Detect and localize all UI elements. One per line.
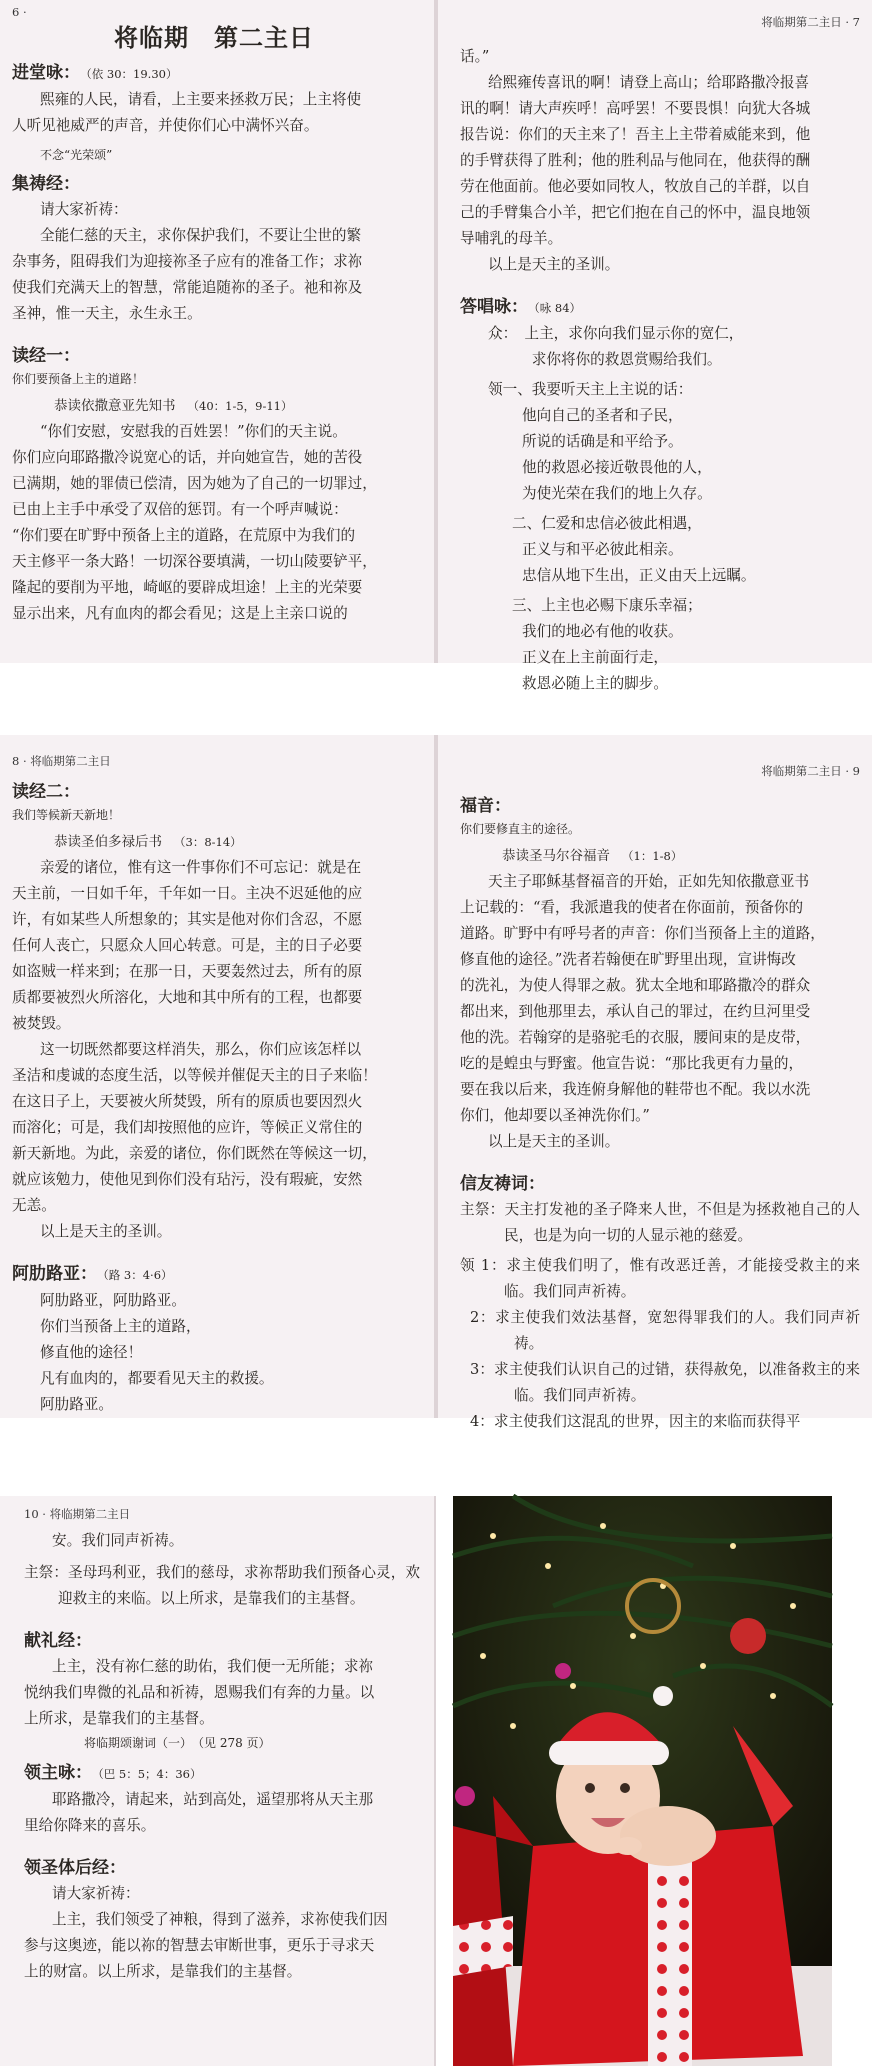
psalm-verse: 二、仁爱和忠信必彼此相遇， [512,515,702,532]
closing-prayer: 主祭：圣母玛利亚，我们的慈母，求祢帮助我们预备心灵，欢迎救主的来临。以上所求，是靠我们的主基督。 [24,1564,420,1607]
page-number: 10 · 将临期第二主日 [24,1507,131,1521]
reading2-line: 就应该勉力，使他见到你们没有玷污，没有瑕疵，安然 [12,1171,363,1188]
alleluia-heading: 阿肋路亚： （路 3：4·6） [12,1264,173,1284]
pink-ornament [555,1663,571,1679]
gospel-line: 都出来，到他那里去，承认自己的罪过，在约旦河里受 [460,1003,811,1020]
reading1-heading: 读经一： [12,346,80,366]
communion-antiphon-line: 耶路撒冷，请起来，站到高处，遥望那将从天主那 [52,1791,374,1808]
page-9 [436,735,872,1430]
page-6 [0,0,436,663]
psalm-verse: 所说的话确是和平给予。 [522,433,683,450]
alleluia-line: 修直他的途径！ [40,1344,143,1361]
prayer-item: 2：求主使我们效法基督，宽恕得罪我们的人。我们同声祈祷。 [470,1309,860,1352]
reading2-line: 如盗贼一样来到；在那一日，天要轰然过去，所有的原 [12,963,363,980]
reading1-line: 的手臂获得了胜利；他的胜利品与他同在，他获得的酬 [460,152,811,169]
collect-line: 请大家祈祷： [40,201,128,218]
page-10 [0,1496,436,2066]
reading1-line: 劳在他面前。他必要如同牧人，牧放自己的羊群，以自 [460,178,811,195]
reading2-line: 在这日子上，天要被火所焚毁，所有的原质也要因烈火 [12,1093,363,1110]
page-7 [436,0,872,692]
red-ornament [730,1618,766,1654]
gospel-line: 他的洗。若翰穿的是骆驼毛的衣服，腰间束的是皮带， [460,1029,811,1046]
prayer-item: 4：求主使我们这混乱的世界，因主的来临而获得平 [470,1413,801,1430]
psalm-verse: 我们的地必有他的收获。 [522,623,683,640]
alleluia-line: 你们当预备上主的道路， [40,1318,201,1335]
page-number: 将临期第二主日 · 9 [761,764,860,778]
prayer-item: 安。我们同声祈祷。 [52,1532,184,1549]
psalm-verse: 为使光荣在我们的地上久存。 [522,485,712,502]
reading1-line: 报告说：你们的天主来了！吾主上主带着威能来到，他 [460,126,811,143]
entrance-line: 人听见祂威严的声音，并使你们心中满怀兴奋。 [12,117,319,134]
reading2-line: 被焚毁。 [12,1015,71,1032]
prayer-item: 3：求主使我们认识自己的过错，获得赦免，以准备救主的来临。我们同声祈祷。 [470,1361,860,1404]
psalm-verse: 正义在上主前面行走， [522,649,668,666]
reading1-line: 话。” [460,48,490,65]
offertory-line: 上所求，是靠我们的主基督。 [24,1710,214,1727]
reading1-title: 恭读依撒意亚先知书 （40：1-5，9-11） [54,398,293,414]
reading1-line: 给熙雍传喜讯的啊！请登上高山；给耶路撒冷报喜 [488,74,810,91]
christmas-photo-illustration [453,1496,832,2066]
page-8 [0,735,436,1418]
psalm-verse: 他的救恩必接近敬畏他的人， [522,459,712,476]
gospel-line: 你们，他却要以圣神洗你们。” [460,1107,650,1124]
reading1-line: 讯的啊！请大声疾呼！高呼罢！不要畏惧！向犹大各城 [460,100,811,117]
baby-in-gift-box-photo [453,1496,832,2066]
psalm-response: 众： 上主，求你向我们显示你的宽仁， [488,325,744,342]
communion-antiphon-heading: 领主咏： （巴 5：5；4：36） [24,1763,202,1783]
reading2-subtitle: 我们等候新天新地！ [12,808,121,822]
reading2-line: 圣洁和虔诚的态度生活，以等候并催促天主的日子来临！ [12,1067,377,1084]
entrance-line: 熙雍的人民，请看，上主要来拯救万民；上主将使 [40,91,362,108]
reading2-line: 亲爱的诸位，惟有这一件事你们不可忘记：就是在 [40,859,362,876]
reading-ending: 以上是天主的圣训。 [40,1223,172,1240]
reading2-line: 任何人丧亡，只愿众人回心转意。可是，主的日子必要 [12,937,363,954]
reading2-line: 质都要被烈火所溶化，大地和其中所有的工程，也都要 [12,989,363,1006]
post-communion-line: 参与这奥迹，能以祢的智慧去审断世事，更乐于寻求天 [24,1937,375,1954]
reading2-title: 恭读圣伯多禄后书 （3：8-14） [54,834,242,850]
reading2-line: 无恙。 [12,1197,56,1214]
reading1-line: 已由上主手中承受了双倍的惩罚。有一个呼声喊说： [12,501,348,518]
reading1-line: 隆起的要削为平地，崎岖的要辟成坦途！上主的光荣要 [12,579,363,596]
page-title: 将临期 第二主日 [114,24,314,52]
reading1-line: 己的手臂集合小羊，把它们抱在自己的怀中，温良地领 [460,204,811,221]
psalm-heading: 答唱咏： （咏 84） [460,297,582,317]
reading1-subtitle: 你们要预备上主的道路！ [12,372,145,386]
reading2-line: 这一切既然都要这样消失，那么，你们应该怎样以 [40,1041,362,1058]
prayer-item: 领 1：求主使我们明了，惟有改恶迁善，才能接受救主的来临。我们同声祈祷。 [460,1257,860,1300]
psalm-response: 求你将你的救恩赏赐给我们。 [488,351,722,368]
communion-antiphon-line: 里给你降来的喜乐。 [24,1817,156,1834]
psalm-verse: 三、上主也必赐下康乐幸福； [512,597,702,614]
reading1-line: 天主修平一条大路！一切深谷要填满，一切山陵要铲平， [12,553,377,570]
post-communion-line: 上的财富。以上所求，是靠我们的主基督。 [24,1963,302,1980]
collect-line: 使我们充满天上的智慧，常能追随祢的圣子。祂和祢及 [12,279,363,296]
gospel-line: 要在我以后来，我连俯身解他的鞋带也不配。我以水洗 [460,1081,811,1098]
page-number: 8 · 将临期第二主日 [12,754,111,768]
reading-ending: 以上是天主的圣训。 [488,1133,620,1150]
gospel-line: 修直他的途径。”洗者若翰便在旷野里出现，宣讲悔改 [460,951,796,968]
reading1-line: 显示出来，凡有血肉的都会看见；这是上主亲口说的 [12,605,348,622]
post-communion-line: 请大家祈祷： [52,1885,140,1902]
page-number: 6 · [12,5,27,19]
reading1-line: 导哺乳的母羊。 [460,230,563,247]
gospel-subtitle: 你们要修直主的途径。 [460,822,581,836]
psalm-verse: 救恩必随上主的脚步。 [522,675,668,692]
offertory-line: 悦纳我们卑微的礼品和祈祷，恩赐我们有奔的力量。以 [24,1684,375,1701]
post-communion-heading: 领圣体后经： [24,1858,126,1878]
reading1-line: “你们安慰，安慰我的百姓罢！”你们的天主说。 [40,423,347,440]
preface-note: 将临期颂谢词（一） （见 278 页） [84,1736,271,1750]
entrance-heading: 进堂咏： （依 30：19.30） [12,63,178,83]
gospel-line: 天主子耶稣基督福音的开始，正如先知依撒意亚书 [488,873,810,890]
gospel-heading: 福音： [460,796,511,816]
prayer-celebrant: 主祭：天主打发祂的圣子降来人世，不但是为拯救祂自己的人民，也是为向一切的人显示祂的慈爱。 [460,1201,860,1244]
rubric-note: 不念“光荣颂” [40,148,113,162]
page-number: 将临期第二主日 · 7 [761,15,860,29]
psalm-verse: 忠信从地下生出，正义由天上远瞩。 [522,567,756,584]
collect-heading: 集祷经： [12,174,80,194]
gospel-line: 的洗礼，为使人得罪之赦。犹太全地和耶路撒冷的群众 [460,977,811,994]
reading1-line: “你们要在旷野中预备上主的道路，在荒原中为我们的 [12,527,356,544]
reading2-line: 而溶化；可是，我们却按照他的应许，等候正义常住的 [12,1119,363,1136]
gospel-line: 道路。旷野中有呼号者的声音：你们当预备上主的道路， [460,925,825,942]
psalm-verse: 正义与和平必彼此相亲。 [522,541,683,558]
alleluia-line: 凡有血肉的，都要看见天主的救援。 [40,1370,274,1387]
polka-dot-ribbon [648,1841,692,2066]
psalm-verse: 他向自己的圣者和子民， [522,407,683,424]
alleluia-line: 阿肋路亚，阿肋路亚。 [40,1292,186,1309]
alleluia-line: 阿肋路亚。 [40,1396,113,1413]
collect-line: 杂事务，阻碍我们为迎接祢圣子应有的准备工作；求祢 [12,253,363,270]
pink-ornament [455,1786,475,1806]
reading-ending: 以上是天主的圣训。 [488,256,620,273]
reading2-heading: 读经二： [12,782,80,802]
offertory-line: 上主，没有祢仁慈的助佑，我们便一无所能；求祢 [52,1658,374,1675]
gospel-line: 吃的是蝗虫与野蜜。他宣告说：“那比我更有力量的， [460,1055,804,1072]
post-communion-line: 上主，我们领受了神粮，得到了滋养，求祢使我们因 [52,1911,388,1928]
reading2-line: 新天新地。为此，亲爱的诸位，你们既然在等候这一切， [12,1145,377,1162]
collect-line: 圣神，惟一天主，永生永王。 [12,305,202,322]
psalm-verse: 领一、我要听天主上主说的话： [488,381,693,398]
reading2-line: 许，有如某些人所想象的；其实是他对你们含忍，不愿 [12,911,363,928]
reading2-line: 天主前，一日如千年，千年如一日。主决不迟延他的应 [12,885,363,902]
collect-line: 全能仁慈的天主，求你保护我们，不要让尘世的繁 [40,227,362,244]
offertory-heading: 献礼经： [24,1631,92,1651]
gospel-line: 上记载的：“看，我派遣我的使者在你面前，预备你的 [460,899,804,916]
reading1-line: 已满期，她的罪债已偿清，因为她为了自己的一切罪过， [12,475,377,492]
prayers-heading: 信友祷词： [460,1174,545,1194]
gospel-title: 恭读圣马尔谷福音 （1：1-8） [502,848,683,864]
reading1-line: 你们应向耶路撒冷说宽心的话，并向她宣告，她的苦役 [12,449,363,466]
